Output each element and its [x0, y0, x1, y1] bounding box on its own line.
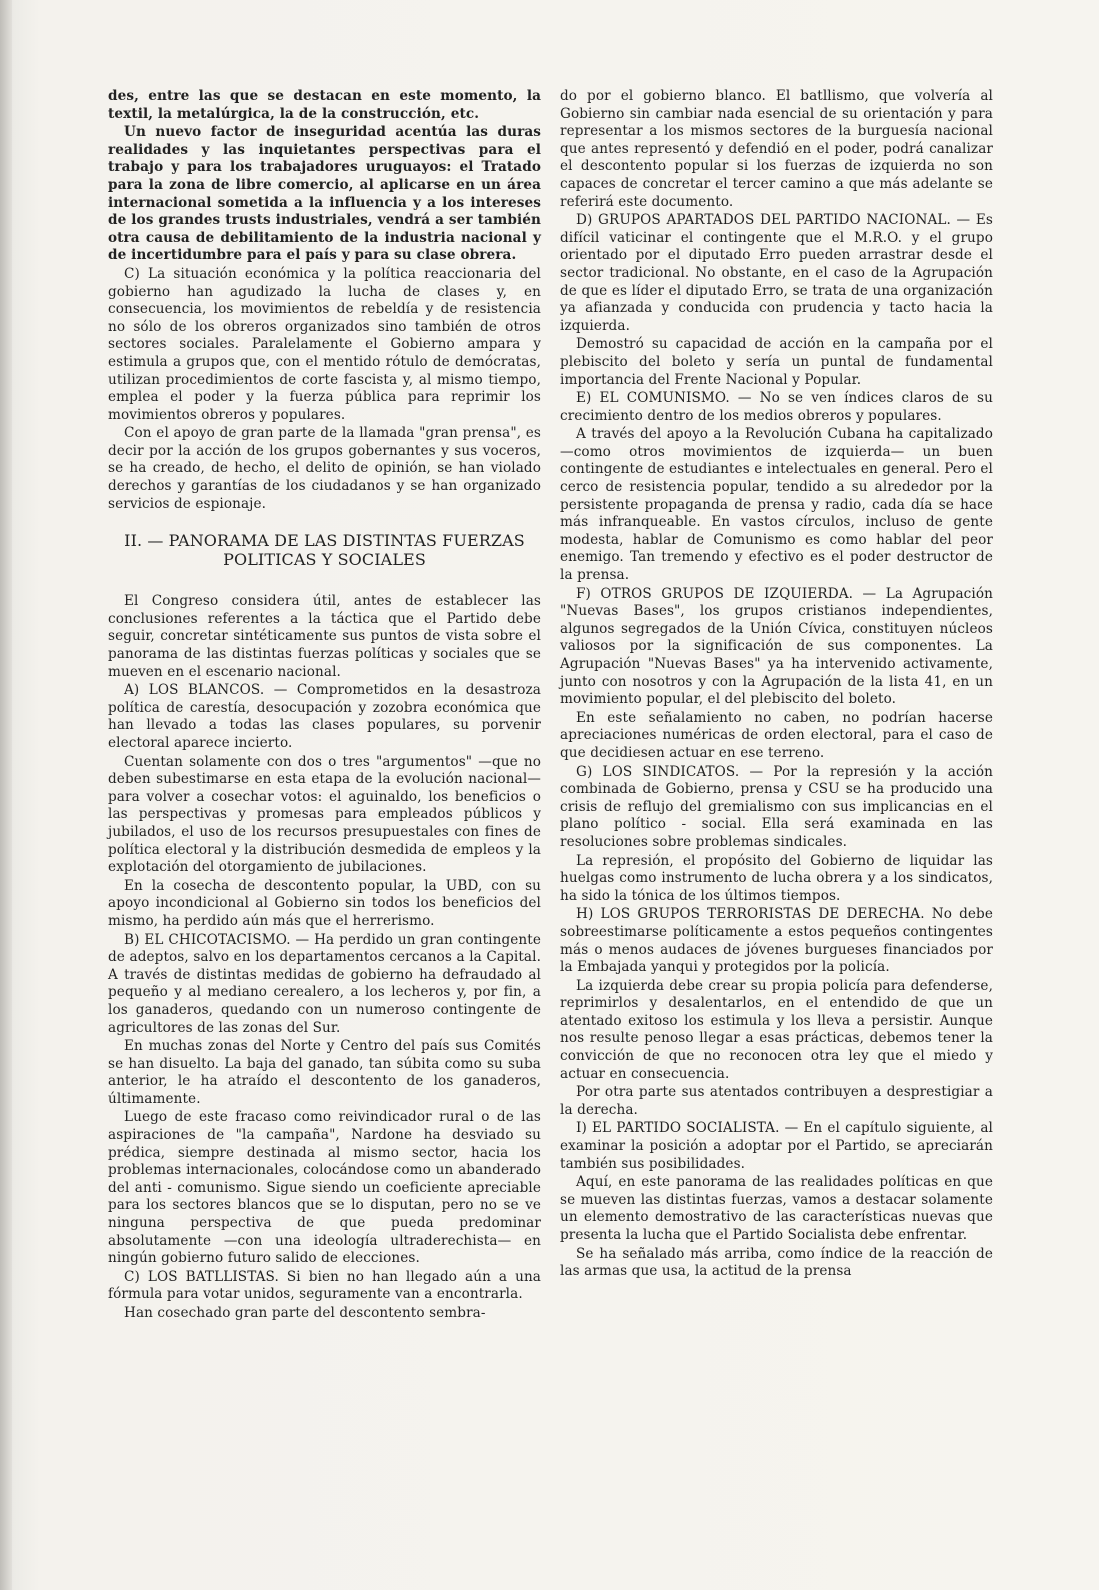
paragraph: C) La situación económica y la política reaccionaria del gobierno han agudizado la lucha de clases y, en consecuencia, los movimientos de rebeldía y de resistencia no sólo de los obreros organizados sino también de otros sectores sociales. Paralelamente el Gobierno ampara y estimula a grupos que, con el mentido rótulo de demócratas, utilizan procedimientos de corte fascista y, al mismo tiempo, emplea el poder y la fuerza pública para reprimir los movimientos obreros y populares. — [108, 265, 541, 423]
paragraph: Luego de este fracaso como reivindicador rural o de las aspiraciones de "la campaña", Nardone ha desviado su prédica, siempre destinada al mismo sector, hacia los problemas internacionales, colocándose como un abanderado del anti - comunismo. Sigue siendo un coeficiente apreciable para los sectores blancos que se lo disputan, pero no se ve ninguna perspectiva de que pueda predominar absolutamente —con una ideología ultraderechista— en ningún gobierno futuro salido de elecciones. — [108, 1109, 541, 1267]
paragraph: Aquí, en este panorama de las realidades políticas en que se mueven las distintas fuerzas, vamos a destacar solamente un elemento demostrativo de las características nuevas que presenta la lucha que el Partido Socialista debe enfrentar. — [560, 1174, 993, 1243]
paragraph: Han cosechado gran parte del descontento sembra- — [124, 1305, 486, 1321]
paragraph: des, entre las que se destacan en este momento, la textil, la metalúrgica, la de la construcción, etc. — [108, 88, 541, 122]
paragraph: Un nuevo factor de inseguridad acentúa las duras realidades y las inquietantes perspectivas para el trabajo y para los trabajadores uruguayos: el Tratado para la zona de libre comercio, al aplicarse en un área internacional sometida a la influencia y a los intereses de los grandes trusts industriales, vendrá a ser también otra causa de debilitamiento de la industria nacional y de incertidumbre para el país y para su clase obrera. — [108, 124, 541, 264]
paragraph: En este señalamiento no caben, no podrían hacerse apreciaciones numéricas de orden electoral, para el caso de que decidiesen actuar en ese terreno. — [560, 709, 993, 761]
paragraph: F) OTROS GRUPOS DE IZQUIERDA. — La Agrupación "Nuevas Bases", los grupos cristianos independientes, algunos segregados de la Unión Cívica, constituyen núcleos valiosos por la significación de sus componentes. La Agrupación "Nuevas Bases" ya ha intervenido activamente, junto con nosotros y con la Agrupación de la lista 41, en un movimiento popular, el del plebiscito del boleto. — [560, 585, 993, 708]
paragraph: C) LOS BATLLISTAS. Si bien no han llegado aún a una fórmula para votar unidos, seguramente van a encontrarla. — [108, 1268, 541, 1303]
right-column — [560, 88, 993, 1282]
paragraph: H) LOS GRUPOS TERRORISTAS DE DERECHA. No debe sobreestimarse políticamente a estos pequeños contingentes más o menos audaces de jóvenes burgueses financiados por la Embajada yanqui y protegidos por la policía. — [560, 906, 993, 976]
paragraph: A través del apoyo a la Revolución Cubana ha capitalizado —como otros movimientos de izquierda— un buen contingente de estudiantes e intelectuales en general. Pero el cerco de resistencia popular, tendido a su alrededor por la persistente propaganda de prensa y radio, cada día se hace más infranqueable. En vastos círculos, incluso de gente modesta, hablar de Comunismo es como hablar del peor enemigo. Tan tremendo y efectivo es el poder destructor de la prensa. — [560, 426, 993, 584]
paragraph: E) EL COMUNISMO. — No se ven índices claros de su crecimiento dentro de los medios obreros y populares. — [560, 390, 993, 424]
paragraph: D) GRUPOS APARTADOS DEL PARTIDO NACIONAL. — Es difícil vaticinar el contingente que el M.R.O. y el grupo orientado por el diputado Erro pueden arrastrar desde el sector tradicional. No obstante, en el caso de la Agrupación de que es líder el diputado Erro, se trata de una organización ya afianzada y conducida con prudencia y tacto hacia la izquierda. — [560, 212, 993, 334]
paragraph: El Congreso considera útil, antes de establecer las conclusiones referentes a la táctica que el Partido debe seguir, concretar sintéticamente sus puntos de vista sobre el panorama de las distintas fuerzas políticas y sociales que se mueven en el escenario nacional. — [108, 593, 541, 680]
paragraph: I) EL PARTIDO SOCIALISTA. — En el capítulo siguiente, al examinar la posición a adoptar por el Partido, se apreciarán también sus posibilidades. — [560, 1120, 993, 1172]
paragraph: G) LOS SINDICATOS. — Por la represión y la acción combinada de Gobierno, prensa y CSU se ha producido una crisis de reflujo del gremialismo con sus implicancias en el plano político - social. Ella será examinada en las resoluciones sobre problemas sindicales. — [560, 763, 993, 850]
paragraph: do por el gobierno blanco. El batllismo, que volvería al Gobierno sin cambiar nada esencial de su orientación y para representar a los mismos sectores de la burguesía nacional que antes representó y defendió en el poder, podrá canalizar el descontento popular si los fuerzas de izquierda no son capaces de concretar el tercer camino a que más adelante se referirá este documento. — [560, 88, 993, 210]
paragraph: B) EL CHICOTACISMO. — Ha perdido un gran contingente de adeptos, salvo en los departamentos cercanos a la Capital. A través de distintas medidas de gobierno ha defraudado al pequeño y al mediano cerealero, a los lecheros y, por fin, a los ganaderos, quedando con un numeroso contingente de agricultores de las zonas del Sur. — [108, 931, 541, 1036]
page-edge-shadow — [0, 0, 12, 1590]
paragraph: Se ha señalado más arriba, como índice de la reacción de las armas que usa, la actitud de la prensa — [560, 1245, 993, 1280]
section-heading: II. — PANORAMA DE LAS DISTINTAS FUERZAS POLITICAS Y SOCIALES — [124, 531, 525, 570]
paragraph: A) LOS BLANCOS. — Comprometidos en la desastroza política de carestía, desocupación y zozobra económica que han llevado a todas las clases populares, su porvenir electoral aparece incierto. — [108, 682, 541, 751]
left-column — [108, 88, 541, 1324]
paragraph: Por otra parte sus atentados contribuyen a desprestigiar a la derecha. — [560, 1084, 993, 1118]
paragraph: Demostró su capacidad de acción en la campaña por el plebiscito del boleto y sería un puntal de fundamental importancia del Frente Nacional y Popular. — [560, 336, 993, 388]
paragraph: La represión, el propósito del Gobierno de liquidar las huelgas como instrumento de lucha obrera y a los sindicatos, ha sido la tónica de los últimos tiempos. — [560, 852, 993, 904]
paragraph: En muchas zonas del Norte y Centro del país sus Comités se han disuelto. La baja del ganado, tan súbita como su suba anterior, le ha atraído el descontento de los ganaderos, últimamente. — [108, 1038, 541, 1107]
paragraph: La izquierda debe crear su propia policía para defenderse, reprimirlos y desalentarlos, en el entendido de que un atentado exitoso los estimula y los lleva a persistir. Aunque nos resulte penoso llegar a esas prácticas, debemos tener la convicción de que no reconocen otra ley que el miedo y actuar en consecuencia. — [560, 977, 993, 1082]
paragraph: En la cosecha de descontento popular, la UBD, con su apoyo incondicional al Gobierno sin todos los beneficios del mismo, ha perdido aún más que el herrerismo. — [108, 877, 541, 929]
paragraph: Con el apoyo de gran parte de la llamada "gran prensa", es decir por la acción de los grupos gobernantes y sus voceros, se ha creado, de hecho, el delito de opinión, se han violado derechos y garantías de los ciudadanos y se han organizado servicios de espionaje. — [108, 425, 541, 512]
paragraph: Cuentan solamente con dos o tres "argumentos" —que no deben subestimarse en esta etapa de la evolución nacional— para volver a cosechar votos: el aguinaldo, los beneficios o las perspectivas y promesas para empleados públicos y jubilados, el uso de los recursos presupuestales con fines de política electoral y la distribución desmedida de empleos y la explotación del otorgamiento de jubilaciones. — [108, 753, 541, 876]
